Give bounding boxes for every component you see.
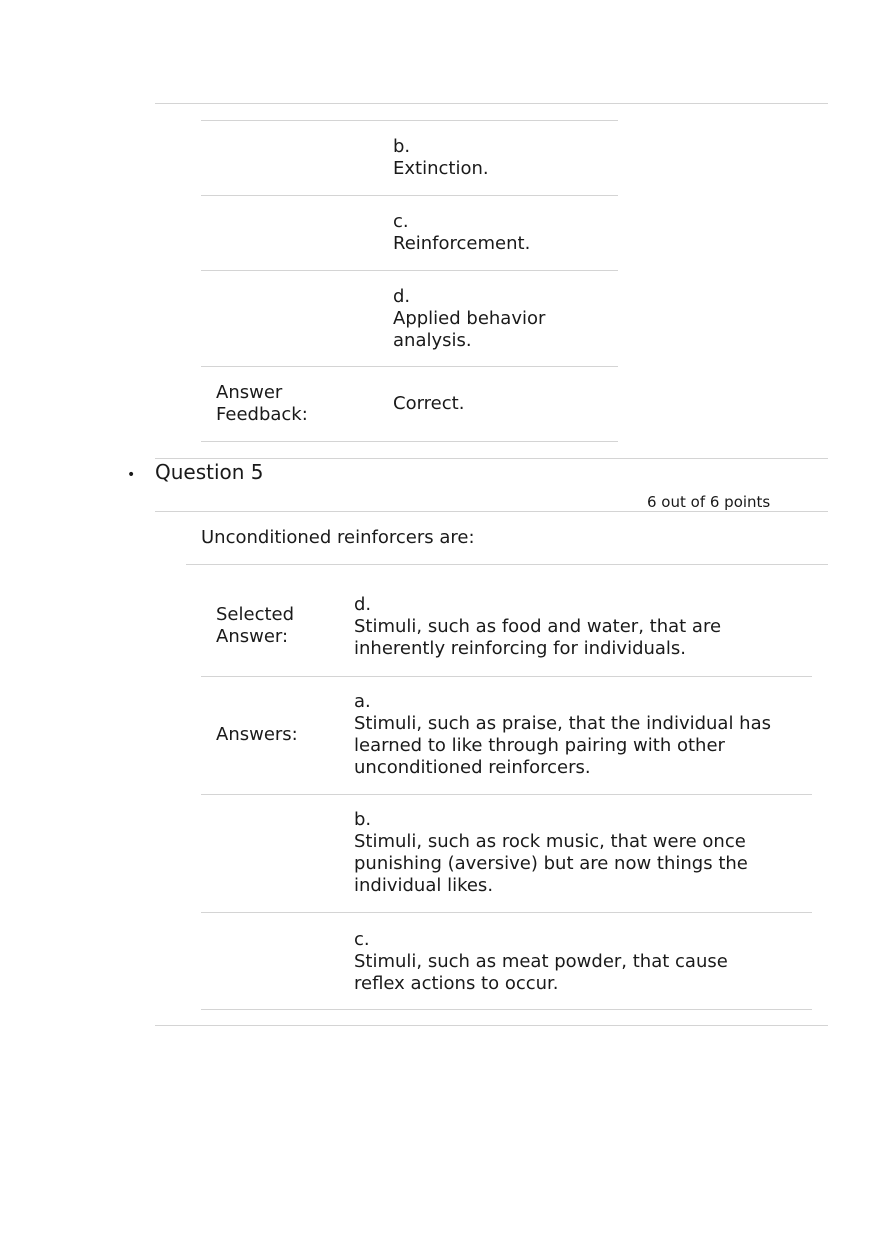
option-text-line: individual likes.	[354, 875, 494, 896]
answer-option-a	[354, 691, 771, 779]
q5-row-divider	[201, 794, 812, 795]
prompt-divider	[186, 564, 828, 565]
option-letter: c.	[354, 929, 370, 950]
selected-answer	[354, 594, 721, 660]
option-letter: b.	[354, 809, 372, 830]
q4-option-d	[393, 286, 545, 352]
option-text-line: Applied behavior	[393, 308, 546, 329]
option-text-line: inherently reinforcing for individuals.	[354, 638, 687, 659]
option-letter: c.	[393, 211, 409, 232]
list-bullet: •	[127, 467, 136, 483]
option-text-line: learned to like through pairing with other	[354, 735, 725, 756]
option-text-line: punishing (aversive) but are now things the	[354, 853, 748, 874]
option-text-line: reflex actions to occur.	[354, 973, 559, 994]
label-line: Answer	[216, 382, 283, 403]
q5-row-divider	[201, 676, 812, 677]
points-label: 6 out of 6 points	[647, 493, 771, 511]
q4-table-top-divider	[201, 120, 618, 121]
option-text: Reinforcement.	[393, 233, 531, 254]
q4-table-bottom-divider	[201, 441, 618, 442]
selected-answer-label	[216, 604, 294, 648]
q5-row-divider	[201, 912, 812, 913]
q4-option-c	[393, 211, 530, 255]
option-text: Extinction.	[393, 158, 489, 179]
q4-row-divider	[201, 366, 618, 367]
option-text-line: analysis.	[393, 330, 472, 351]
q4-option-b	[393, 136, 489, 180]
option-text-line: Stimuli, such as rock music, that were once	[354, 831, 746, 852]
question-5-top-divider	[155, 458, 828, 459]
label-line: Answer:	[216, 626, 289, 647]
label-line: Feedback:	[216, 404, 308, 425]
q4-row-divider	[201, 195, 618, 196]
q4-feedback-value: Correct.	[393, 393, 465, 414]
q4-row-divider	[201, 270, 618, 271]
label-line: Selected	[216, 604, 295, 625]
option-letter: d.	[393, 286, 411, 307]
option-letter: d.	[354, 594, 372, 615]
option-letter: a.	[354, 691, 371, 712]
question-prompt: Unconditioned reinforcers are:	[201, 527, 475, 548]
question-4-top-divider	[155, 103, 828, 104]
option-text-line: Stimuli, such as meat powder, that cause	[354, 951, 728, 972]
question-header-divider	[155, 511, 828, 512]
option-text-line: Stimuli, such as food and water, that are	[354, 616, 722, 637]
option-letter: b.	[393, 136, 411, 157]
q4-feedback-label	[216, 382, 308, 426]
answer-option-c	[354, 929, 728, 995]
q5-table-bottom-divider	[201, 1009, 812, 1010]
option-text-line: unconditioned reinforcers.	[354, 757, 591, 778]
question-title: Question 5	[155, 460, 264, 484]
option-text-line: Stimuli, such as praise, that the individual has	[354, 713, 771, 734]
answers-label: Answers:	[216, 724, 298, 745]
question-5-bottom-divider	[155, 1025, 828, 1026]
answer-option-b	[354, 809, 748, 897]
